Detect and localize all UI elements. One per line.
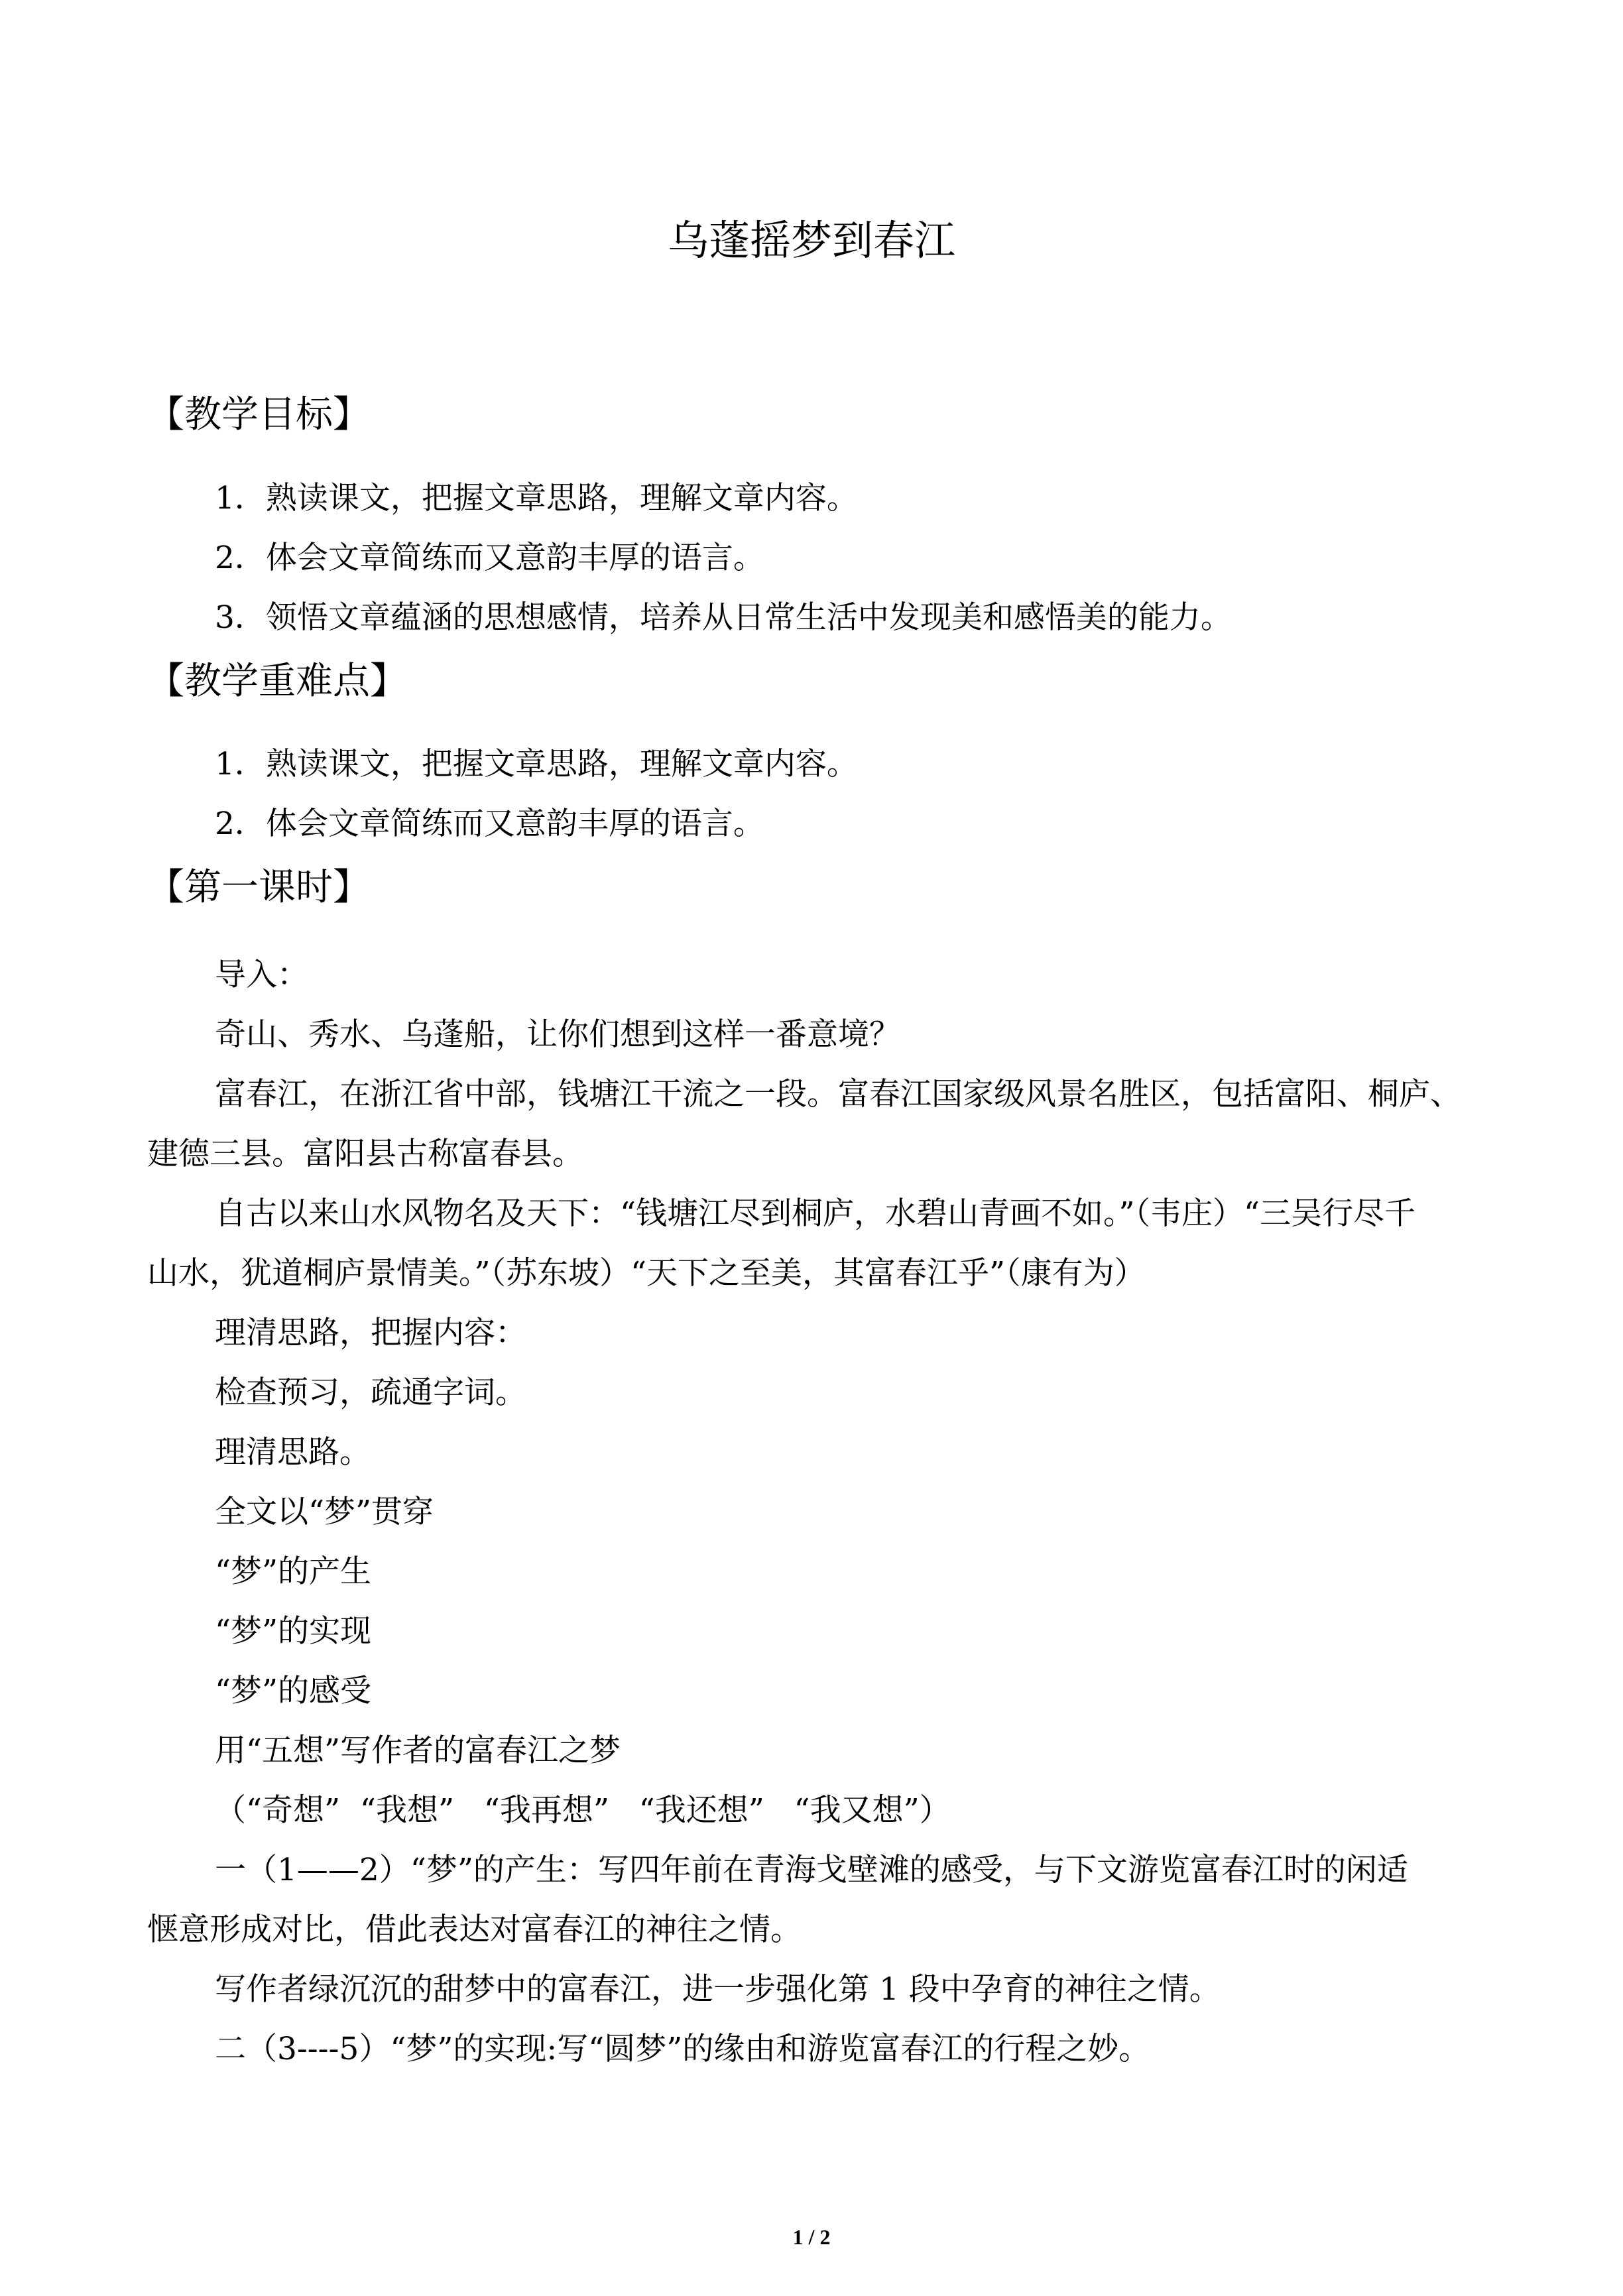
lesson-line: 写作者绿沉沉的甜梦中的富春江，进一步强化第 1 段中孕育的神往之情。	[215, 1971, 1221, 2008]
lesson-line: （“奇想” “我想” “我再想” “我还想” “我又想”）	[215, 1792, 951, 1829]
document-title: 乌蓬摇梦到春江	[667, 216, 955, 265]
lesson-line: “梦”的实现	[215, 1613, 372, 1650]
lesson-line: “梦”的产生	[215, 1553, 372, 1590]
lesson-line: 山水，犹道桐庐景情美。”（苏东坡）“天下之至美，其富春江乎”（康有为）	[147, 1255, 1146, 1292]
lesson-line: 理清思路，把握内容：	[215, 1315, 526, 1351]
lesson-line: 建德三县。富阳县古称富春县。	[147, 1136, 583, 1172]
objective-item-3: 3．领悟文章蕴涵的思想感情，培养从日常生活中发现美和感悟美的能力。	[215, 599, 1232, 636]
lesson-line: 一（1——2）“梦”的产生：写四年前在青海戈壁滩的感受，与下文游览富春江时的闲适	[215, 1852, 1408, 1888]
page-number: 1 / 2	[792, 2225, 831, 2249]
lesson-line: 导入：	[215, 957, 308, 993]
objective-item-2: 2．体会文章简练而又意韵丰厚的语言。	[215, 540, 764, 576]
lesson-line: 奇山、秀水、乌蓬船，让你们想到这样一番意境？	[215, 1016, 900, 1053]
key-point-item-2: 2．体会文章简练而又意韵丰厚的语言。	[215, 806, 764, 842]
lesson-line: 用“五想”写作者的富春江之梦	[215, 1732, 621, 1769]
lesson-line: 检查预习，疏通字词。	[215, 1374, 526, 1411]
lesson-line: 富春江，在浙江省中部，钱塘江干流之一段。富春江国家级风景名胜区，包括富阳、桐庐、	[215, 1076, 1461, 1113]
section-heading-objectives: 【教学目标】	[147, 393, 370, 436]
section-heading-key-points: 【教学重难点】	[147, 660, 407, 703]
section-heading-first-lesson: 【第一课时】	[147, 866, 370, 909]
lesson-line: 二（3----5）“梦”的实现:写“圆梦”的缘由和游览富春江的行程之妙。	[215, 2031, 1150, 2067]
objective-item-1: 1．熟读课文，把握文章思路，理解文章内容。	[215, 480, 858, 516]
key-point-item-1: 1．熟读课文，把握文章思路，理解文章内容。	[215, 746, 858, 782]
lesson-line: 理清思路。	[215, 1434, 371, 1471]
lesson-line: 自古以来山水风物名及天下：“钱塘江尽到桐庐，水碧山青画不如。”（韦庄）“三吴行尽千	[215, 1195, 1416, 1232]
lesson-line: 全文以“梦”贯穿	[215, 1494, 434, 1530]
lesson-line: “梦”的感受	[215, 1673, 372, 1709]
lesson-line: 惬意形成对比，借此表达对富春江的神往之情。	[147, 1911, 802, 1948]
